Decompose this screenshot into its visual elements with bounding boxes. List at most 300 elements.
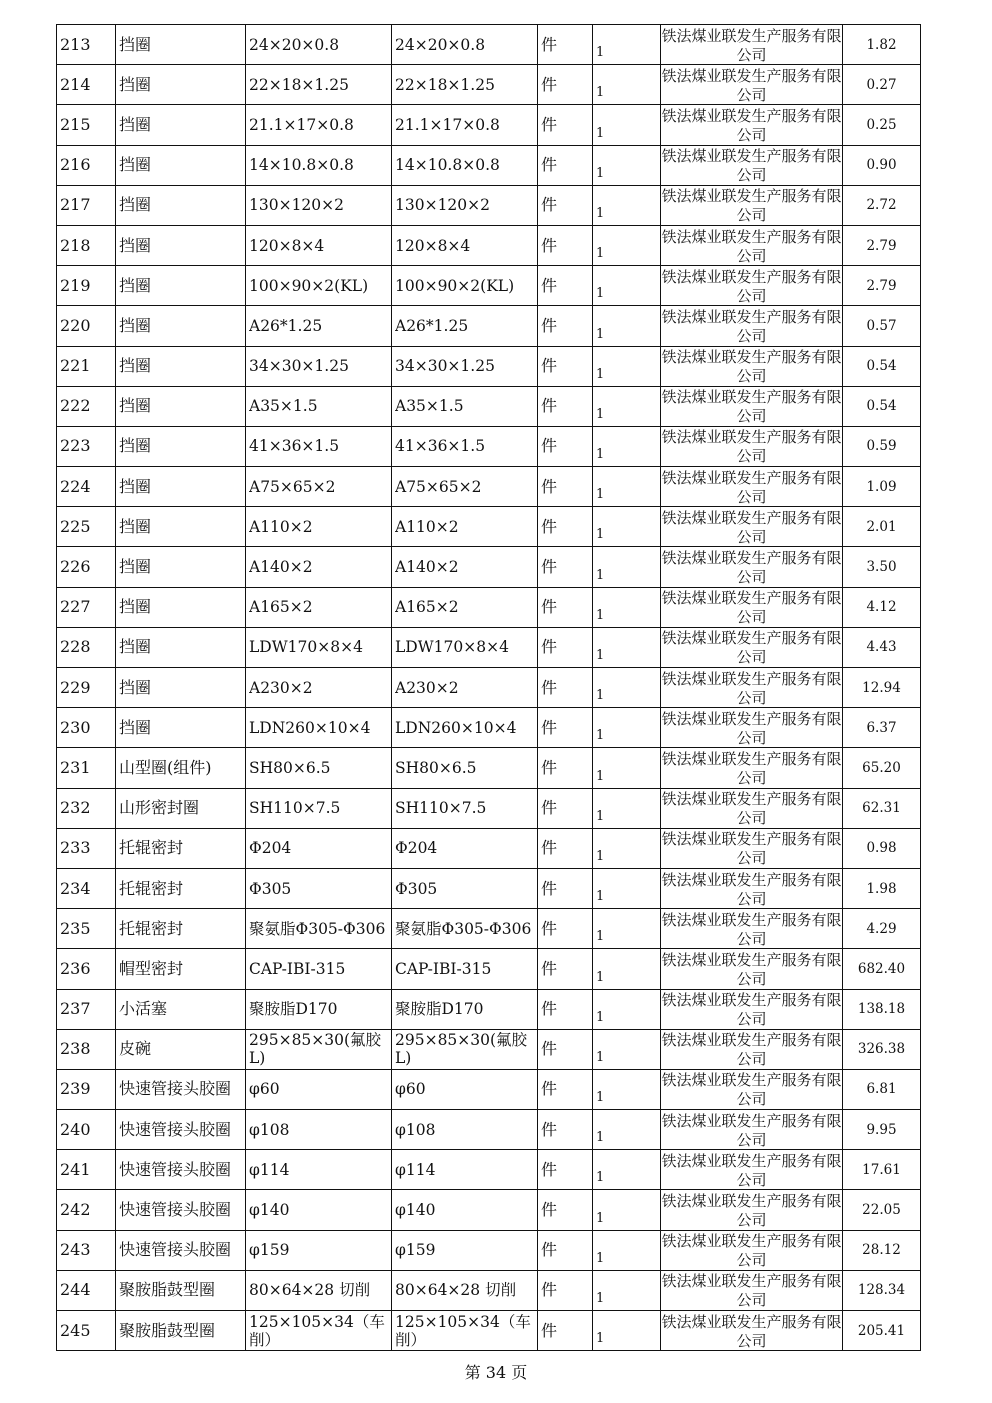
item-quantity-cell [593, 989, 661, 1029]
supplier-name: 铁法煤业联发生产服务有限公司 [661, 709, 842, 746]
item-spec-cell [246, 467, 392, 507]
row-number: 235 [60, 919, 91, 938]
item-name: 托辊密封 [119, 919, 184, 938]
row-number: 236 [60, 959, 91, 978]
unit-price-cell [843, 507, 921, 547]
item-spec: φ140 [249, 1201, 290, 1220]
item-model: A110×2 [395, 517, 459, 536]
item-unit: 件 [541, 1321, 558, 1340]
item-quantity-cell [593, 1110, 661, 1150]
table-row [57, 185, 921, 225]
item-spec-cell [246, 828, 392, 868]
item-quantity-cell [593, 105, 661, 145]
item-unit-cell [538, 1311, 593, 1351]
supplier-name: 铁法煤业联发生产服务有限公司 [661, 388, 842, 425]
item-model-cell [392, 989, 538, 1029]
unit-price: 682.40 [857, 960, 906, 977]
table-row [57, 346, 921, 386]
table-row [57, 507, 921, 547]
item-quantity: 1 [596, 929, 605, 945]
item-quantity: 1 [596, 969, 605, 985]
item-spec: φ60 [249, 1080, 280, 1099]
item-quantity: 1 [596, 1090, 605, 1106]
item-quantity: 1 [596, 607, 605, 623]
unit-price-cell [843, 1150, 921, 1190]
unit-price: 1.09 [866, 478, 897, 495]
item-unit-cell [538, 909, 593, 949]
supplier-name: 铁法煤业联发生产服务有限公司 [661, 508, 842, 545]
item-unit-cell [538, 306, 593, 346]
item-unit-cell [538, 145, 593, 185]
row-number: 215 [60, 115, 91, 134]
unit-price-cell [843, 788, 921, 828]
item-model-cell [392, 25, 538, 65]
unit-price-cell [843, 1270, 921, 1310]
row-number-cell [57, 1069, 116, 1109]
item-quantity: 1 [596, 125, 605, 141]
item-name-cell [116, 105, 246, 145]
item-name: 挡圈 [119, 35, 152, 54]
item-spec: LDN260×10×4 [249, 718, 371, 737]
item-model: φ140 [395, 1201, 436, 1220]
item-name: 挡圈 [119, 718, 152, 737]
supplier-name: 铁法煤业联发生产服务有限公司 [661, 589, 842, 626]
item-quantity-cell [593, 346, 661, 386]
item-model: CAP-IBI-315 [395, 959, 492, 978]
item-spec-cell [246, 627, 392, 667]
item-quantity-cell [593, 1230, 661, 1270]
table-row [57, 668, 921, 708]
row-number: 227 [60, 598, 91, 617]
row-number: 214 [60, 75, 91, 94]
item-quantity-cell [593, 225, 661, 265]
row-number: 223 [60, 437, 91, 456]
item-name-cell [116, 25, 246, 65]
item-model-cell [392, 547, 538, 587]
item-quantity: 1 [596, 1210, 605, 1226]
supplier-name: 铁法煤业联发生产服务有限公司 [661, 26, 842, 63]
item-model: A140×2 [395, 558, 459, 577]
item-name: 快速管接头胶圈 [119, 1080, 232, 1099]
item-model-cell [392, 708, 538, 748]
supplier-name: 铁法煤业联发生产服务有限公司 [661, 549, 842, 586]
item-quantity: 1 [596, 527, 605, 543]
item-model-cell [392, 748, 538, 788]
item-name: 快速管接头胶圈 [119, 1241, 232, 1260]
item-quantity-cell [593, 426, 661, 466]
item-spec-cell [246, 145, 392, 185]
item-spec: 295×85×30(氟胶L) [249, 1031, 382, 1068]
item-model: 22×18×1.25 [395, 75, 495, 94]
item-unit-cell [538, 587, 593, 627]
page-number: 第 34 页 [464, 1363, 528, 1382]
item-unit-cell [538, 507, 593, 547]
unit-price: 0.98 [866, 840, 897, 857]
supplier-name: 铁法煤业联发生产服务有限公司 [661, 790, 842, 827]
item-name: 聚胺脂鼓型圈 [119, 1281, 216, 1300]
item-model: 41×36×1.5 [395, 437, 486, 456]
unit-price-cell [843, 1069, 921, 1109]
row-number: 241 [60, 1160, 91, 1179]
item-name: 挡圈 [119, 638, 152, 657]
unit-price: 326.38 [857, 1041, 906, 1058]
item-spec-cell [246, 1150, 392, 1190]
row-number: 239 [60, 1080, 91, 1099]
row-number-cell [57, 145, 116, 185]
table-row [57, 1110, 921, 1150]
item-spec: 14×10.8×0.8 [249, 156, 354, 175]
row-number-cell [57, 65, 116, 105]
item-name: 挡圈 [119, 437, 152, 456]
unit-price: 3.50 [866, 559, 897, 576]
item-quantity: 1 [596, 1331, 605, 1347]
item-name-cell [116, 788, 246, 828]
item-model-cell [392, 828, 538, 868]
item-unit-cell [538, 1150, 593, 1190]
supplier-name-cell [661, 587, 843, 627]
unit-price-cell [843, 266, 921, 306]
supplier-name-cell [661, 145, 843, 185]
item-quantity: 1 [596, 728, 605, 744]
row-number-cell [57, 1230, 116, 1270]
unit-price: 17.61 [862, 1161, 901, 1178]
item-spec-cell [246, 788, 392, 828]
item-name: 挡圈 [119, 276, 152, 295]
item-unit-cell [538, 105, 593, 145]
item-quantity-cell [593, 386, 661, 426]
unit-price-cell [843, 105, 921, 145]
supplier-name: 铁法煤业联发生产服务有限公司 [661, 428, 842, 465]
row-number: 244 [60, 1281, 91, 1300]
item-model: A230×2 [395, 678, 459, 697]
item-quantity: 1 [596, 688, 605, 704]
item-unit: 件 [541, 75, 558, 94]
item-spec-cell [246, 1270, 392, 1310]
item-model-cell [392, 627, 538, 667]
item-model-cell [392, 1110, 538, 1150]
item-model-cell [392, 225, 538, 265]
item-quantity-cell [593, 949, 661, 989]
item-spec: A165×2 [249, 598, 313, 617]
supplier-name: 铁法煤业联发生产服务有限公司 [661, 910, 842, 947]
unit-price-cell [843, 306, 921, 346]
row-number-cell [57, 868, 116, 908]
item-spec-cell [246, 1230, 392, 1270]
item-quantity-cell [593, 627, 661, 667]
table-row [57, 1069, 921, 1109]
supplier-name: 铁法煤业联发生产服务有限公司 [661, 1312, 842, 1349]
item-spec: 125×105×34（车削） [249, 1312, 385, 1349]
unit-price: 9.95 [866, 1121, 897, 1138]
supplier-name: 铁法煤业联发生产服务有限公司 [661, 106, 842, 143]
item-spec-cell [246, 1110, 392, 1150]
item-quantity: 1 [596, 246, 605, 262]
item-model: 聚胺脂D170 [395, 1000, 484, 1019]
item-spec-cell [246, 65, 392, 105]
row-number-cell [57, 989, 116, 1029]
supplier-name-cell [661, 788, 843, 828]
item-spec-cell [246, 25, 392, 65]
unit-price: 4.29 [866, 920, 897, 937]
row-number-cell [57, 467, 116, 507]
item-unit-cell [538, 989, 593, 1029]
item-model-cell [392, 909, 538, 949]
item-unit: 件 [541, 1080, 558, 1099]
item-unit: 件 [541, 638, 558, 657]
item-model: A75×65×2 [395, 477, 482, 496]
row-number-cell [57, 748, 116, 788]
row-number-cell [57, 185, 116, 225]
item-model: Φ305 [395, 879, 438, 898]
unit-price: 0.54 [866, 398, 897, 415]
item-model: 295×85×30(氟胶L) [395, 1031, 528, 1068]
table-row [57, 105, 921, 145]
item-name-cell [116, 1311, 246, 1351]
item-unit-cell [538, 1230, 593, 1270]
item-unit-cell [538, 346, 593, 386]
row-number-cell [57, 587, 116, 627]
item-spec-cell [246, 426, 392, 466]
supplier-name-cell [661, 426, 843, 466]
item-spec-cell [246, 868, 392, 908]
item-name: 聚胺脂鼓型圈 [119, 1321, 216, 1340]
item-unit: 件 [541, 1241, 558, 1260]
item-model: 聚氨脂Φ305-Φ306 [395, 919, 532, 938]
supplier-name: 铁法煤业联发生产服务有限公司 [661, 991, 842, 1028]
item-quantity-cell [593, 306, 661, 346]
item-name-cell [116, 1270, 246, 1310]
item-unit-cell [538, 748, 593, 788]
row-number: 213 [60, 35, 91, 54]
item-spec: LDW170×8×4 [249, 638, 363, 657]
unit-price-cell [843, 868, 921, 908]
supplier-name: 铁法煤业联发生产服务有限公司 [661, 629, 842, 666]
item-model-cell [392, 788, 538, 828]
item-quantity: 1 [596, 1130, 605, 1146]
item-quantity: 1 [596, 326, 605, 342]
item-spec: 80×64×28 切削 [249, 1281, 371, 1300]
item-model: 80×64×28 切削 [395, 1281, 517, 1300]
supplier-name: 铁法煤业联发生产服务有限公司 [661, 187, 842, 224]
row-number: 218 [60, 236, 91, 255]
row-number-cell [57, 346, 116, 386]
item-quantity-cell [593, 1270, 661, 1310]
item-unit: 件 [541, 115, 558, 134]
item-quantity-cell [593, 1029, 661, 1069]
supplier-name-cell [661, 65, 843, 105]
item-name: 快速管接头胶圈 [119, 1120, 232, 1139]
item-model-cell [392, 668, 538, 708]
item-spec-cell [246, 989, 392, 1029]
item-unit-cell [538, 467, 593, 507]
item-name-cell [116, 668, 246, 708]
unit-price: 0.25 [866, 116, 897, 133]
item-quantity: 1 [596, 808, 605, 824]
item-spec-cell [246, 346, 392, 386]
item-model-cell [392, 386, 538, 426]
row-number: 222 [60, 397, 91, 416]
row-number: 216 [60, 156, 91, 175]
item-unit: 件 [541, 598, 558, 617]
supplier-name-cell [661, 467, 843, 507]
row-number-cell [57, 306, 116, 346]
supplier-name-cell [661, 185, 843, 225]
table-row [57, 989, 921, 1029]
item-spec: A75×65×2 [249, 477, 336, 496]
supplier-name-cell [661, 306, 843, 346]
row-number: 242 [60, 1201, 91, 1220]
supplier-name-cell [661, 668, 843, 708]
row-number: 232 [60, 799, 91, 818]
supplier-name-cell [661, 105, 843, 145]
row-number: 228 [60, 638, 91, 657]
item-model: LDN260×10×4 [395, 718, 517, 737]
item-unit: 件 [541, 799, 558, 818]
item-spec: A110×2 [249, 517, 313, 536]
item-name-cell [116, 989, 246, 1029]
item-quantity-cell [593, 467, 661, 507]
item-spec: 41×36×1.5 [249, 437, 340, 456]
supplier-name-cell [661, 1270, 843, 1310]
item-quantity: 1 [596, 286, 605, 302]
item-name: 山形密封圈 [119, 799, 200, 818]
item-quantity: 1 [596, 1049, 605, 1065]
item-model: A35×1.5 [395, 397, 464, 416]
item-unit: 件 [541, 1160, 558, 1179]
item-unit: 件 [541, 718, 558, 737]
table-row [57, 266, 921, 306]
item-model-cell [392, 65, 538, 105]
item-model: SH80×6.5 [395, 758, 477, 777]
item-model: φ114 [395, 1160, 436, 1179]
supplier-name: 铁法煤业联发生产服务有限公司 [661, 267, 842, 304]
row-number: 224 [60, 477, 91, 496]
item-name: 挡圈 [119, 598, 152, 617]
item-spec-cell [246, 748, 392, 788]
row-number-cell [57, 708, 116, 748]
row-number-cell [57, 266, 116, 306]
row-number: 231 [60, 758, 91, 777]
unit-price: 0.27 [866, 76, 897, 93]
item-unit-cell [538, 1270, 593, 1310]
supplier-name-cell [661, 1150, 843, 1190]
supplier-name: 铁法煤业联发生产服务有限公司 [661, 950, 842, 987]
item-name: 挡圈 [119, 156, 152, 175]
item-unit-cell [538, 668, 593, 708]
unit-price: 0.57 [866, 317, 897, 334]
supplier-name-cell [661, 868, 843, 908]
item-spec: φ114 [249, 1160, 290, 1179]
item-quantity: 1 [596, 205, 605, 221]
row-number: 243 [60, 1241, 91, 1260]
item-model-cell [392, 1029, 538, 1069]
item-model: 130×120×2 [395, 196, 491, 215]
item-spec-cell [246, 909, 392, 949]
item-name: 挡圈 [119, 477, 152, 496]
row-number: 217 [60, 196, 91, 215]
unit-price-cell [843, 386, 921, 426]
supplier-name-cell [661, 507, 843, 547]
table-row [57, 1029, 921, 1069]
item-unit: 件 [541, 156, 558, 175]
item-spec: Φ305 [249, 879, 292, 898]
unit-price: 6.81 [866, 1081, 897, 1098]
item-quantity: 1 [596, 1291, 605, 1306]
item-quantity-cell [593, 25, 661, 65]
unit-price-cell [843, 547, 921, 587]
item-name: 挡圈 [119, 558, 152, 577]
item-spec: φ108 [249, 1120, 290, 1139]
item-spec-cell [246, 1069, 392, 1109]
item-model: A26*1.25 [395, 316, 469, 335]
table-row [57, 306, 921, 346]
unit-price: 205.41 [857, 1322, 906, 1339]
item-unit-cell [538, 225, 593, 265]
item-unit: 件 [541, 678, 558, 697]
unit-price-cell [843, 426, 921, 466]
item-quantity: 1 [596, 165, 605, 181]
item-model: 125×105×34（车削） [395, 1312, 531, 1349]
item-spec-cell [246, 668, 392, 708]
item-name: 挡圈 [119, 397, 152, 416]
item-quantity-cell [593, 266, 661, 306]
item-model: 100×90×2(KL) [395, 276, 515, 295]
item-quantity: 1 [596, 366, 605, 382]
item-name: 挡圈 [119, 115, 152, 134]
item-unit: 件 [541, 517, 558, 536]
item-model-cell [392, 266, 538, 306]
item-unit: 件 [541, 758, 558, 777]
price-table [56, 24, 921, 1351]
row-number-cell [57, 1110, 116, 1150]
row-number-cell [57, 225, 116, 265]
unit-price: 22.05 [862, 1202, 901, 1219]
item-spec: 100×90×2(KL) [249, 276, 369, 295]
row-number-cell [57, 507, 116, 547]
item-name-cell [116, 828, 246, 868]
item-unit: 件 [541, 1040, 558, 1059]
item-spec-cell [246, 306, 392, 346]
row-number: 225 [60, 517, 91, 536]
row-number-cell [57, 949, 116, 989]
unit-price: 0.54 [866, 358, 897, 375]
supplier-name-cell [661, 1029, 843, 1069]
item-unit-cell [538, 868, 593, 908]
item-quantity-cell [593, 145, 661, 185]
row-number: 245 [60, 1321, 91, 1340]
unit-price-cell [843, 1230, 921, 1270]
item-unit: 件 [541, 1281, 558, 1300]
row-number-cell [57, 426, 116, 466]
item-unit-cell [538, 828, 593, 868]
item-quantity-cell [593, 185, 661, 225]
row-number: 220 [60, 316, 91, 335]
item-name-cell [116, 1230, 246, 1270]
item-model: SH110×7.5 [395, 799, 487, 818]
item-name-cell [116, 65, 246, 105]
unit-price: 12.94 [862, 679, 901, 696]
unit-price: 4.43 [866, 639, 897, 656]
item-spec: φ159 [249, 1241, 290, 1260]
item-model: 24×20×0.8 [395, 35, 486, 54]
item-model-cell [392, 507, 538, 547]
row-number-cell [57, 105, 116, 145]
supplier-name-cell [661, 386, 843, 426]
item-name: 帽型密封 [119, 959, 184, 978]
item-unit-cell [538, 185, 593, 225]
row-number: 229 [60, 678, 91, 697]
unit-price: 6.37 [866, 719, 897, 736]
